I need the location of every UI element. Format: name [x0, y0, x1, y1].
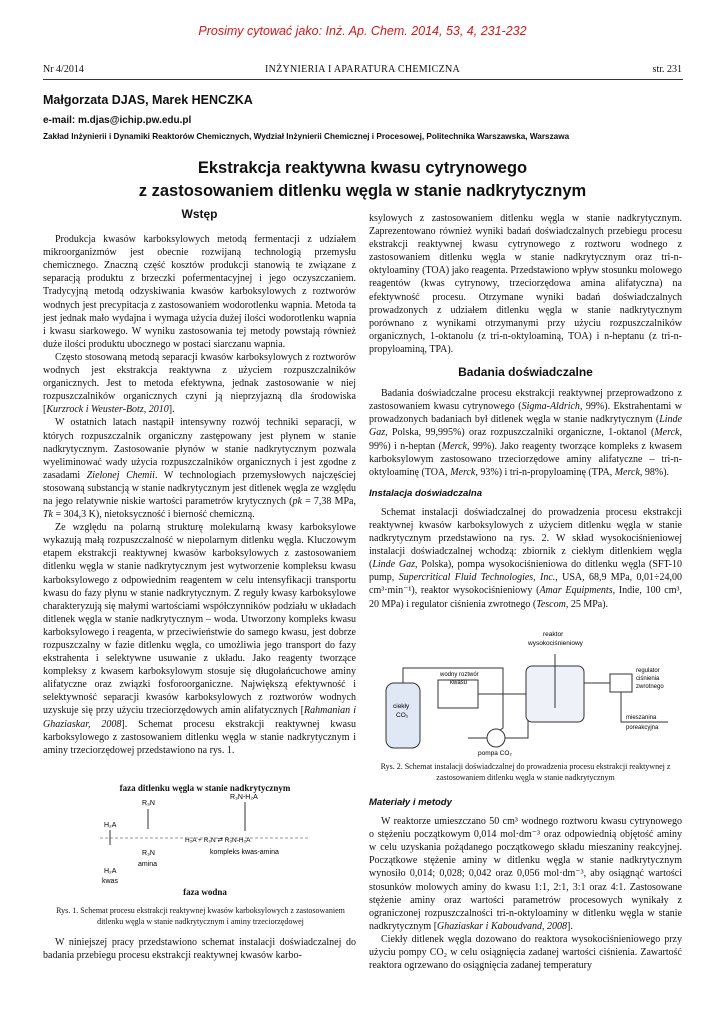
fig2-poreakcyjna: poreakcyjna: [626, 725, 659, 731]
fig1-amina: amina: [138, 861, 158, 868]
fig1-reaction: H₂A + R₃N ⇄ R₃N-H₂A: [185, 837, 251, 844]
fig2-mieszanina: mieszanina: [626, 715, 657, 721]
fig1-h2a-bottom: H₂A: [104, 868, 117, 875]
fig1-caption: Rys. 1. Schemat procesu ekstrakcji reaktywnej kwasów karboksylowych z zastosowaniem ditlenku węgla w stanie nadkrytycznym i aminy trzeciorzędowej: [56, 906, 345, 926]
fig1-complex: kompleks kwas-amina: [210, 849, 279, 856]
fig1-bottom-label: faza wodna: [183, 887, 227, 897]
paragraph: Często stosowaną metodą separacji kwasów karboksylowych z roztworów wodnych jest ekstrakcja reaktywna z użyciem rozpuszczalników organicznych. Jest to metoda efektywna, jednak zastosowanie w niej rozpuszczalników organicznych czyni ją nieprzyjazną dla środowiska [Kurzrock i Weuster-Botz, 2010].: [43, 351, 356, 416]
citation: Zielonej Chemii: [86, 469, 155, 481]
fig2-reaktor: reaktor: [543, 631, 564, 638]
affiliation: Zakład Inżynierii i Dynamiki Reaktorów Chemicznych, Wydział Inżynierii Chemicznej i Procesowej, Politechnika Warszawska, Warszawa: [43, 132, 570, 141]
paragraph: W reaktorze umieszczano 50 cm³ wodnego roztworu kwasu cytrynowego o stężeniu początkowym 0,014 mol·dm⁻³ oraz odpowiednią objętość aminy w celu uzyskania pożądanego początkowego składu mieszaniny reakcyjnej. Początkowe stężenie aminy w ditlenku węgla w stanie nadkrytycznym wynosiło 0,014; 0,028; 0,042 oraz 0,056 mol·dm⁻³, aby osiągnąć wartości stosunków molowych aminy do kwasu 1:1, 2:1, 3:1 oraz 4:1. Zastosowane stężenie aminy oraz wartości parametrów procesowych wynikały z ograniczonej rozpuszczalności tri-n-oktyloaminy w ditlenku węgla w stanie nadkrytycznym [Ghaziaskar i Kaboudvand, 2008].: [369, 816, 682, 932]
authors: Małgorzata DJAS, Marek HENCZKA: [43, 93, 253, 107]
citation: Rahmanian i Ghaziaskar, 2008: [43, 705, 356, 730]
fig1-top-label: faza ditlenku węgla w stanie nadkrytycznym: [119, 783, 291, 793]
paragraph: W ostatnich latach nastąpił intensywny rozwój techniki separacji, w których rozpuszczalnik organiczny zastępowany jest płynem w stanie nadkrytycznym. Zastosowanie płynów w stanie nadkrytycznym pozwala wyeliminować wady użycia rozpuszczalników organicznych i jest zgodne z zasadami Zielonej Chemii. W technologiach przemysłowych najczęściej stosowaną substancją w stanie nadkrytycznym jest ditlenek węgla ze względu na jego relatywnie niskie wartości parametrów krytycznych (pk = 7,38 MPa, Tk = 304,3 K), nietoksyczność i bierność chemiczną.: [43, 417, 356, 521]
paragraph: W niniejszej pracy przedstawiono schemat instalacji doświadczalnej do badania przebiegu procesu ekstrakcji reaktywnej kwasów karbo-: [43, 937, 356, 962]
fig2-kwasu: kwasu: [450, 680, 468, 686]
fig2-pompa: pompa CO₂: [478, 750, 512, 757]
fig2-caption: Rys. 2. Schemat instalacji doświadczalnej do prowadzenia procesu ekstrakcji reaktywnej z zastosowaniem ditlenku węgla w stanie nadkrytycznym: [380, 762, 671, 782]
paragraph: Schemat instalacji doświadczalnej do prowadzenia procesu ekstrakcji reaktywnej kwasów karboksylowych z użyciem ditlenku węgla w stanie nadkrytycznym przedstawiono na rys. 2. W skład wysokociśnieniowej instalacji doświadczalnej wchodzą: zbiornik z ciekłym ditlenkiem węgla (Linde Gaz, Polska), pompa wysokociśnieniowa do ditlenku węgla (SFT-10 pump, Supercritical Fluid Technologies, Inc., USA, 68,9 MPa, 0,01÷24,00 cm³·min⁻¹), reaktor wysokociśnieniowy (Amar Equipments, Indie, 100 cm³, 20 MPa) i regulator ciśnienia zwrotnego (Tescom, 25 MPa).: [369, 506, 682, 610]
fig1-r3nhaa-top: R₃N-H₂A: [230, 794, 258, 801]
fig1-kwas: kwas: [102, 878, 118, 885]
fig2-ciekly: ciekły: [393, 703, 410, 710]
paragraph: Badania doświadczalne procesu ekstrakcji reaktywnej przeprowadzono z zastosowaniem kwasu cytrynowego (Sigma-Aldrich, 99%). Ekstrahentami w prowadzonych badaniach był ditlenek węgla w stanie nadkrytycznym (Linde Gaz, Polska, 99,995%) oraz rozpuszczalniki organiczne, 1-oktanol (Merck, 99%) i n-heptan (Merck, 99%). Jako reagenty tworzące kompleks z kwasem karboksylowym zastosowano trzeciorzędowe aminy alifatyczne – tri-n-oktyloaminę (TOA, Merck, 93%) i tri-n-propyloaminę (TPA, Merck, 98%).: [369, 388, 683, 478]
fig2-diagram: [378, 628, 678, 758]
figure-2: [378, 628, 678, 758]
figure-1: [100, 783, 310, 903]
fig2-wodny: wodny roztwór: [440, 672, 479, 678]
header-page: str. 231: [652, 64, 682, 75]
paragraph: Produkcja kwasów karboksylowych metodą fermentacji z udziałem mikroorganizmów jest obecnie rozwijaną technologią przemysłu chemicznego. Znaczną część kosztów produkcji stanowią te związane z separacją produktu z brzeczki pofermentacyjnej i jego oczyszczaniem. Tradycyjną metodą odzyskiwania kwasów karboksylowych z roztworów wodnych jest precypitacja z zastosowaniem wodorotlenku wapnia. Metoda ta jest jednak mało wydajna i wymaga użycia dużej ilości wodorotlenku wapnia i kwasu siarkowego. W wyniku zastosowania tej metody powstają również duże ilości produktu ubocznego w postaci siarczanu wapnia.: [43, 234, 356, 350]
header-journal: INŻYNIERIA I APARATURA CHEMICZNA: [264, 64, 461, 75]
paragraph: Ciekły ditlenek węgla dozowano do reaktora wysokociśnieniowego przy użyciu pompy CO₂ w celu osiągnięcia zadanej wartości ciśnienia. Zawartość reaktora ogrzewano do osiągnięcia zadanej temperatury: [369, 933, 682, 972]
pump-icon: [487, 729, 505, 747]
fig2-regulator: regulator: [636, 668, 660, 674]
fig2-reaktor2: wysokociśnieniowy: [528, 640, 583, 647]
right-column-tail: [369, 796, 682, 972]
pipe: [505, 718, 528, 738]
subsection-materialy: Materiały i metody: [369, 797, 452, 808]
paragraph: ksylowych z zastosowaniem ditlenku węgla w stanie nadkrytycznym. Zaprezentowano również wyniki badań doświadczalnych przebiegu procesu ekstrakcji reaktywnej kwasu cytrynowego z roztworu wodnego z zastosowaniem ditlenku węgla w stanie nadkrytycznym oraz tri-n-oktyloaminy (TOA) jako reagenta. Przedstawiono wpływ stosunku molowego reagentów (kwas cytrynowy, trzeciorzędowa amina alifatyczna) na efektywność procesu. Otrzymane wyniki badań doświadczalnych prowadzonych z udziałem ditlenku węgla w stanie nadkrytycznym porównano z wynikami otrzymanymi przy użyciu rozpuszczalników organicznych, 1-oktanolu (z tri-n-oktyloaminą, TOA) i n-heptanu (z tri-n-propyloaminą, TPA).: [369, 213, 682, 355]
right-column: [369, 212, 682, 611]
subsection-instalacja: Instalacja doświadczalna: [369, 487, 482, 499]
paragraph: Ze względu na polarną strukturę molekularną kwasy karboksylowe wykazują małą rozpuszczalność w niepolarnym ditlenku węgla. Kluczowym etapem ekstrakcji reaktywnej kwasów karboksylowych z zastosowaniem ditlenku węgla w stanie nadkrytycznym jest wytworzenie kompleksu kwasu karboksylowego z odpowiednim reagentem w celu intensyfikacji transportu kwasu do fazy płynu w stanie nadkrytycznym. Z reguły kwasy karboksylowe charakteryzują się małymi wartościami współczynników podziału w układach ditlenek węgla w stanie nadkrytycznym – woda. Utworzony kompleks kwasu karboksylowego i reagenta, w przeciwieństwie do samego kwasu, jest dobrze rozpuszczalny w fazie ditlenku węgla, co umożliwia jego transport do fazy ekstrahenta i selektywne usuwanie z układu. Jako reagenty tworzące kompleksy z kwasem karboksylowym stosuje się długołańcuchowe aminy alifatyczne oraz związki fosforoorganiczne. Największą efektywność i selektywność separacji kwasów karboksylowych z roztworów wodnych uzyskuje się przy użyciu trzeciorzędowych amin alifatycznych [Rahmanian i Ghaziaskar, 2008]. Schemat procesu ekstrakcji reaktywnej kwasu karboksylowego z zastosowaniem ditlenku węgla w stanie nadkrytycznym i aminy trzeciorzędowej przedstawiono na rys. 1.: [43, 522, 356, 756]
fig2-co2: CO₂: [396, 712, 409, 719]
paper-title: [0, 157, 725, 203]
fig1-r3n-bottom: R₃N: [142, 850, 155, 857]
citation: Ghaziaskar i Kaboudvand, 2008: [437, 920, 568, 932]
left-column: [43, 208, 356, 757]
left-column-tail: [43, 936, 356, 962]
section-wstep: Wstęp: [181, 207, 218, 221]
fig1-h2a-top: H₂A: [104, 822, 117, 829]
fig2-cisnienia: ciśnienia: [636, 676, 660, 682]
fig2-zwrotnego: zwrotnego: [636, 684, 664, 690]
header-rule: [43, 79, 683, 80]
citation-note: Prosimy cytować jako: Inż. Ap. Chem. 2014, 53, 4, 231-232: [198, 24, 527, 38]
header-issue: Nr 4/2014: [43, 64, 84, 75]
email[interactable]: e-mail: m.djas@ichip.pw.edu.pl: [43, 115, 192, 126]
citation: Kurzrock i Weuster-Botz, 2010: [46, 404, 169, 416]
regulator: [610, 674, 632, 692]
fig1-r3n-top: R₃N: [142, 800, 155, 807]
title-line-2: z zastosowaniem ditlenku węgla w stanie nadkrytycznym: [138, 182, 587, 200]
title-line-1: Ekstrakcja reaktywna kwasu cytrynowego: [197, 159, 528, 177]
section-badania: Badania doświadczalne: [458, 365, 593, 380]
